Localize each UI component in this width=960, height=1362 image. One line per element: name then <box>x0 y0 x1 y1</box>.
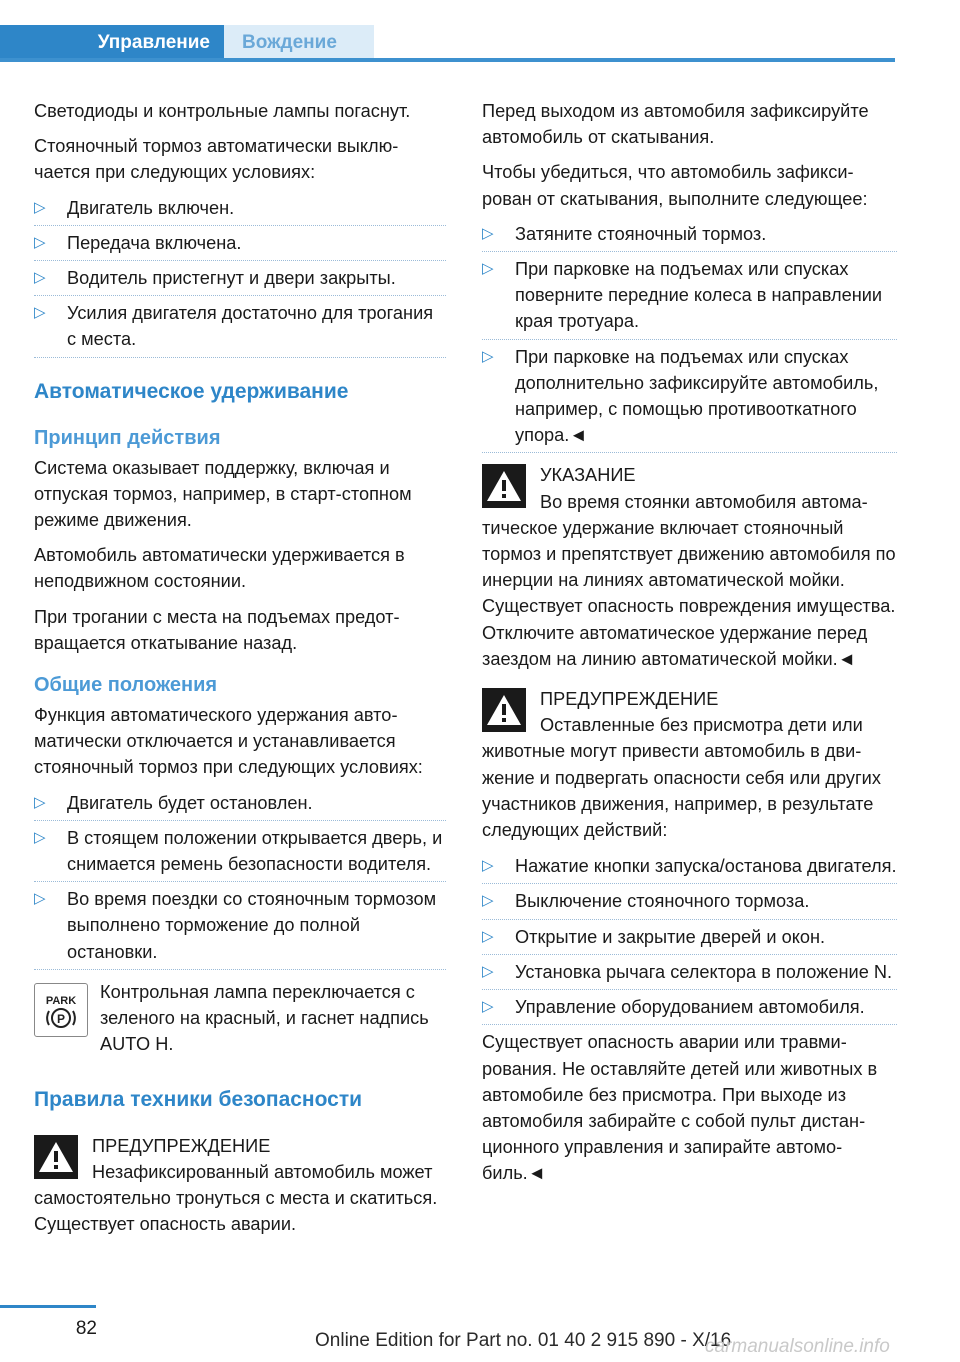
condition-list <box>34 195 446 353</box>
tab-controls[interactable]: Управление <box>0 25 224 58</box>
paragraph: Автомобиль автоматически удерживается в неподвижном состоянии. <box>34 545 405 592</box>
triangle-bullet-icon: ▷ <box>482 927 494 945</box>
subsection-heading: Принцип действия <box>34 426 221 449</box>
triangle-bullet-icon: ▷ <box>482 347 494 365</box>
paragraph: Стояночный тормоз автоматически выключается при следующих условиях: <box>34 136 399 183</box>
list-item: ▷ Открытие и закрытие дверей и окон. <box>482 924 897 950</box>
triangle-bullet-icon: ▷ <box>34 269 46 287</box>
svg-text:P: P <box>56 1011 66 1026</box>
list-item: ▷ Установка рычага селектора в положение N. <box>482 959 897 985</box>
left-column <box>34 98 446 1248</box>
triangle-bullet-icon: ▷ <box>482 892 494 910</box>
list-item: ▷ Управление оборудованием автомобиля. <box>482 994 897 1020</box>
section-heading: Автоматическое удерживание <box>34 379 349 403</box>
triangle-bullet-icon: ▷ <box>482 962 494 980</box>
warning-text: Оставленные без присмотра дети или животные могут привести автомобиль в движение и подвергать опасности себя или других участников движения, например, в результате следующих действий: <box>482 715 881 841</box>
paragraph: При трогании с места на подъемах предотвращается откатывание назад. <box>34 606 400 653</box>
triangle-bullet-icon: ▷ <box>34 233 46 251</box>
right-column <box>482 98 897 1196</box>
notice-box <box>482 462 897 672</box>
list-item: ▷ Выключение стояночного тормоза. <box>482 888 897 914</box>
warning-triangle-icon <box>482 464 526 508</box>
subsection-heading: Общие положения <box>34 674 218 697</box>
notice-text: Во время стоянки автомобиля автоматическое удержание включает стояночный тормоз и препятствует движению автомобиля по инерции на линиях автоматической мойки. Существует опасность повреждения имущества. Отключите автоматическое удержание перед заездом на линию автоматической мойки.◄ <box>482 491 896 669</box>
section-heading: Правила техники безопасности <box>34 1087 363 1111</box>
warning-triangle-icon <box>482 688 526 732</box>
list-item: ▷ Двигатель включен. <box>34 195 446 221</box>
paragraph: Существует опасность аварии или травмирования. Не оставляйте детей или животных в автомобиле без присмотра. При выходе из автомобиля забирайте с собой пульт дистанционного управления и запирайте автомобиль.◄ <box>482 1032 878 1184</box>
list-item: ▷ При парковке на подъемах или спусках поверните передние колеса в направлении края тротуара. <box>482 256 897 335</box>
action-list <box>482 853 897 1020</box>
triangle-bullet-icon: ▷ <box>34 890 46 908</box>
list-item: ▷ При парковке на подъемах или спусках дополнительно зафиксируйте автомобиль, например, с помощью противооткатного упора.◄ <box>482 344 897 449</box>
list-item: ▷ Во время поездки со стояночным тормозом выполнено торможение до полной остановки. <box>34 886 446 965</box>
footer-rule <box>0 1305 96 1308</box>
list-item: ▷ Передача включена. <box>34 230 446 256</box>
tab-driving[interactable]: Вождение <box>224 25 374 58</box>
step-list <box>482 221 897 449</box>
triangle-bullet-icon: ▷ <box>482 998 494 1016</box>
triangle-bullet-icon: ▷ <box>482 224 494 242</box>
condition-list <box>34 790 446 965</box>
list-item: ▷ В стоящем положении открывается дверь, и снимается ремень безопасности водителя. <box>34 825 446 877</box>
watermark: carmanualsonline.info <box>705 1336 890 1357</box>
triangle-bullet-icon: ▷ <box>34 304 46 322</box>
warning-box <box>482 686 897 843</box>
warning-title: ПРЕДУПРЕЖДЕНИЕ <box>540 689 719 710</box>
triangle-bullet-icon: ▷ <box>34 198 46 216</box>
warning-triangle-icon <box>34 1135 78 1179</box>
park-note-text: Контрольная лампа переключается с зеленого на красный, и гаснет надпись AUTO H. <box>100 981 429 1055</box>
header-rule <box>0 58 895 62</box>
triangle-bullet-icon: ▷ <box>482 260 494 278</box>
park-indicator-note <box>34 979 446 1061</box>
warning-text: Незафиксированный автомобиль может самостоятельно тронуться с места и скатиться. Существует опасность аварии. <box>34 1162 438 1235</box>
paragraph: Светодиоды и контрольные лампы погаснут. <box>34 101 411 121</box>
warning-box <box>34 1133 446 1238</box>
list-item: ▷ Водитель пристегнут и двери закрыты. <box>34 265 446 291</box>
paragraph: Перед выходом из автомобиля зафиксируйте автомобиль от скатывания. <box>482 101 869 148</box>
warning-title: ПРЕДУПРЕЖДЕНИЕ <box>92 1135 271 1156</box>
paragraph: Чтобы убедиться, что автомобиль зафиксирован от скатывания, выполните следующее: <box>482 162 868 209</box>
paragraph: Система оказывает поддержку, включая и отпуская тормоз, например, в старт-стопном режиме движения. <box>34 457 412 531</box>
triangle-bullet-icon: ▷ <box>34 828 46 846</box>
triangle-bullet-icon: ▷ <box>482 857 494 875</box>
list-item: ▷ Затяните стояночный тормоз. <box>482 221 897 247</box>
page-number: 82 <box>75 1318 97 1339</box>
chapter-header <box>0 0 895 62</box>
park-brake-indicator-icon <box>34 983 88 1037</box>
triangle-bullet-icon: ▷ <box>34 793 46 811</box>
paragraph: Функция автоматического удержания автоматически отключается и устанавливается стояночный тормоз при следующих условиях: <box>34 705 423 778</box>
list-item: ▷ Двигатель будет остановлен. <box>34 790 446 816</box>
notice-title: УКАЗАНИЕ <box>540 465 636 486</box>
edition-line: Online Edition for Part no. 01 40 2 915 890 - X/16 <box>315 1330 732 1351</box>
list-item: ▷ Усилия двигателя достаточно для трогания с места. <box>34 300 446 352</box>
list-item: ▷ Нажатие кнопки запуска/останова двигателя. <box>482 853 897 879</box>
park-icon-label: PARK <box>45 994 77 1007</box>
